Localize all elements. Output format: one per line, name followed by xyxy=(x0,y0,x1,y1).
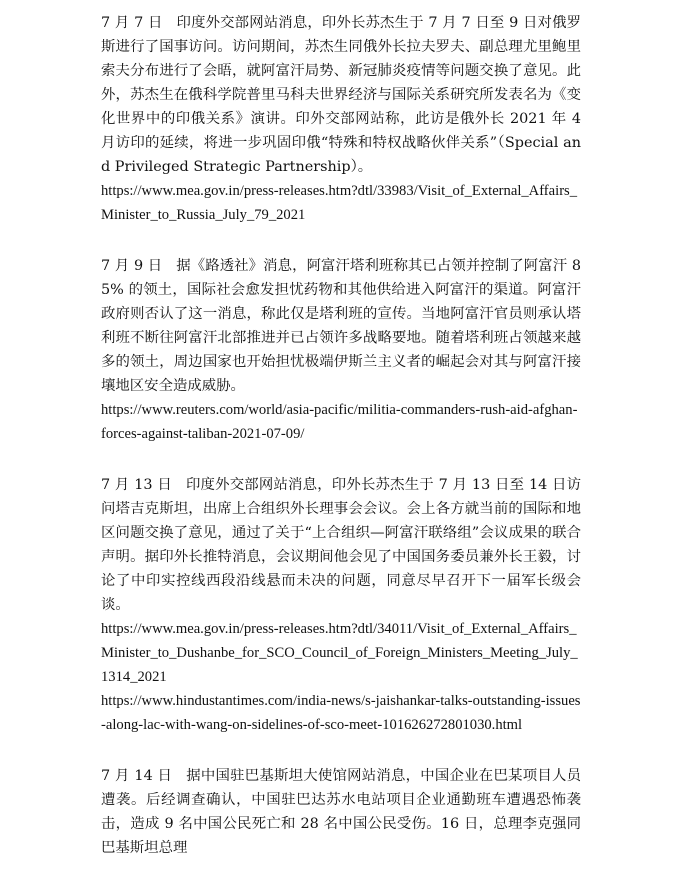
entry-text: 印度外交部网站消息，印外长苏杰生于 7 月 13 日至 14 日访问塔吉克斯坦，出席上合组织外长理事会会议。会上各方就当前的国际和地区问题交换了意见，通过了关于“上合组织—阿富汗联络组”会议成果的联合声明。据印外长推特消息，会议期间他会见了中国国务委员兼外长王毅，讨论了中印实控线西段沿线悬而未决的问题，同意尽早召开下一届军长级会谈。 xyxy=(101,477,581,613)
news-entry-jul-9 xyxy=(101,254,581,446)
source-link[interactable]: https://www.mea.gov.in/press-releases.htm?dtl/34011/Visit_of_External_Affairs_Minister_to_Dushanbe_for_SCO_Council_of_Foreign_Ministers_Meeting_July_1314_2021 xyxy=(101,621,578,685)
entry-paragraph xyxy=(101,473,581,617)
entry-date: 7 月 14 日 xyxy=(101,768,173,784)
entry-date: 7 月 13 日 xyxy=(101,477,172,493)
entry-text: 据《路透社》消息，阿富汗塔利班称其已占领并控制了阿富汗 85% 的领土，国际社会愈发担忧药物和其他供给进入阿富汗的渠道。阿富汗政府则否认了这一消息，称此仅是塔利班的宣传。当地阿富汗官员则承认塔利班不断往阿富汗北部推进并已占领许多战略要地。随着塔利班占领越来越多的领土，周边国家也开始担忧极端伊斯兰主义者的崛起会对其与阿富汗接壤地区安全造成威胁。 xyxy=(101,258,581,394)
entry-text: 印度外交部网站消息，印外长苏杰生于 7 月 7 日至 9 日对俄罗斯进行了国事访问。访问期间，苏杰生同俄外长拉夫罗夫、副总理尤里鲍里索夫分布进行了会晤，就阿富汗局势、新冠肺炎疫情等问题交换了意见。此外，苏杰生在俄科学院普里马科夫世界经济与国际关系研究所发表名为《变化世界中的印俄关系》演讲。印外交部网站称，此访是俄外长 2021 年 4 月访印的延续，将进一步巩固印俄“特殊和特权战略伙伴关系”（Special and Privileged Strategic Partnership）。 xyxy=(101,15,581,175)
entry-paragraph xyxy=(101,764,581,860)
source-link[interactable]: https://www.reuters.com/world/asia-pacific/militia-commanders-rush-aid-afghan-forces-against-taliban-2021-07-09/ xyxy=(101,402,578,442)
entry-text: 据中国驻巴基斯坦大使馆网站消息，中国企业在巴某项目人员遭袭。后经调查确认，中国驻巴达苏水电站项目企业通勤班车遭遇恐怖袭击，造成 9 名中国公民死亡和 28 名中国公民受伤。16 日，总理李克强同巴基斯坦总理 xyxy=(101,768,581,856)
entry-date: 7 月 9 日 xyxy=(101,258,163,274)
source-link[interactable]: https://www.mea.gov.in/press-releases.htm?dtl/33983/Visit_of_External_Affairs_Minister_to_Russia_July_79_2021 xyxy=(101,183,578,223)
entry-date: 7 月 7 日 xyxy=(101,15,163,31)
source-link[interactable]: https://www.hindustantimes.com/india-news/s-jaishankar-talks-outstanding-issues-along-lac-with-wang-on-sidelines-of-sco-meet-101626272801030.html xyxy=(101,693,581,733)
news-entry-jul-7 xyxy=(101,11,581,227)
document-page xyxy=(101,11,581,887)
news-entry-jul-14 xyxy=(101,764,581,860)
news-entry-jul-13 xyxy=(101,473,581,737)
entry-paragraph xyxy=(101,254,581,398)
entry-paragraph xyxy=(101,11,581,179)
